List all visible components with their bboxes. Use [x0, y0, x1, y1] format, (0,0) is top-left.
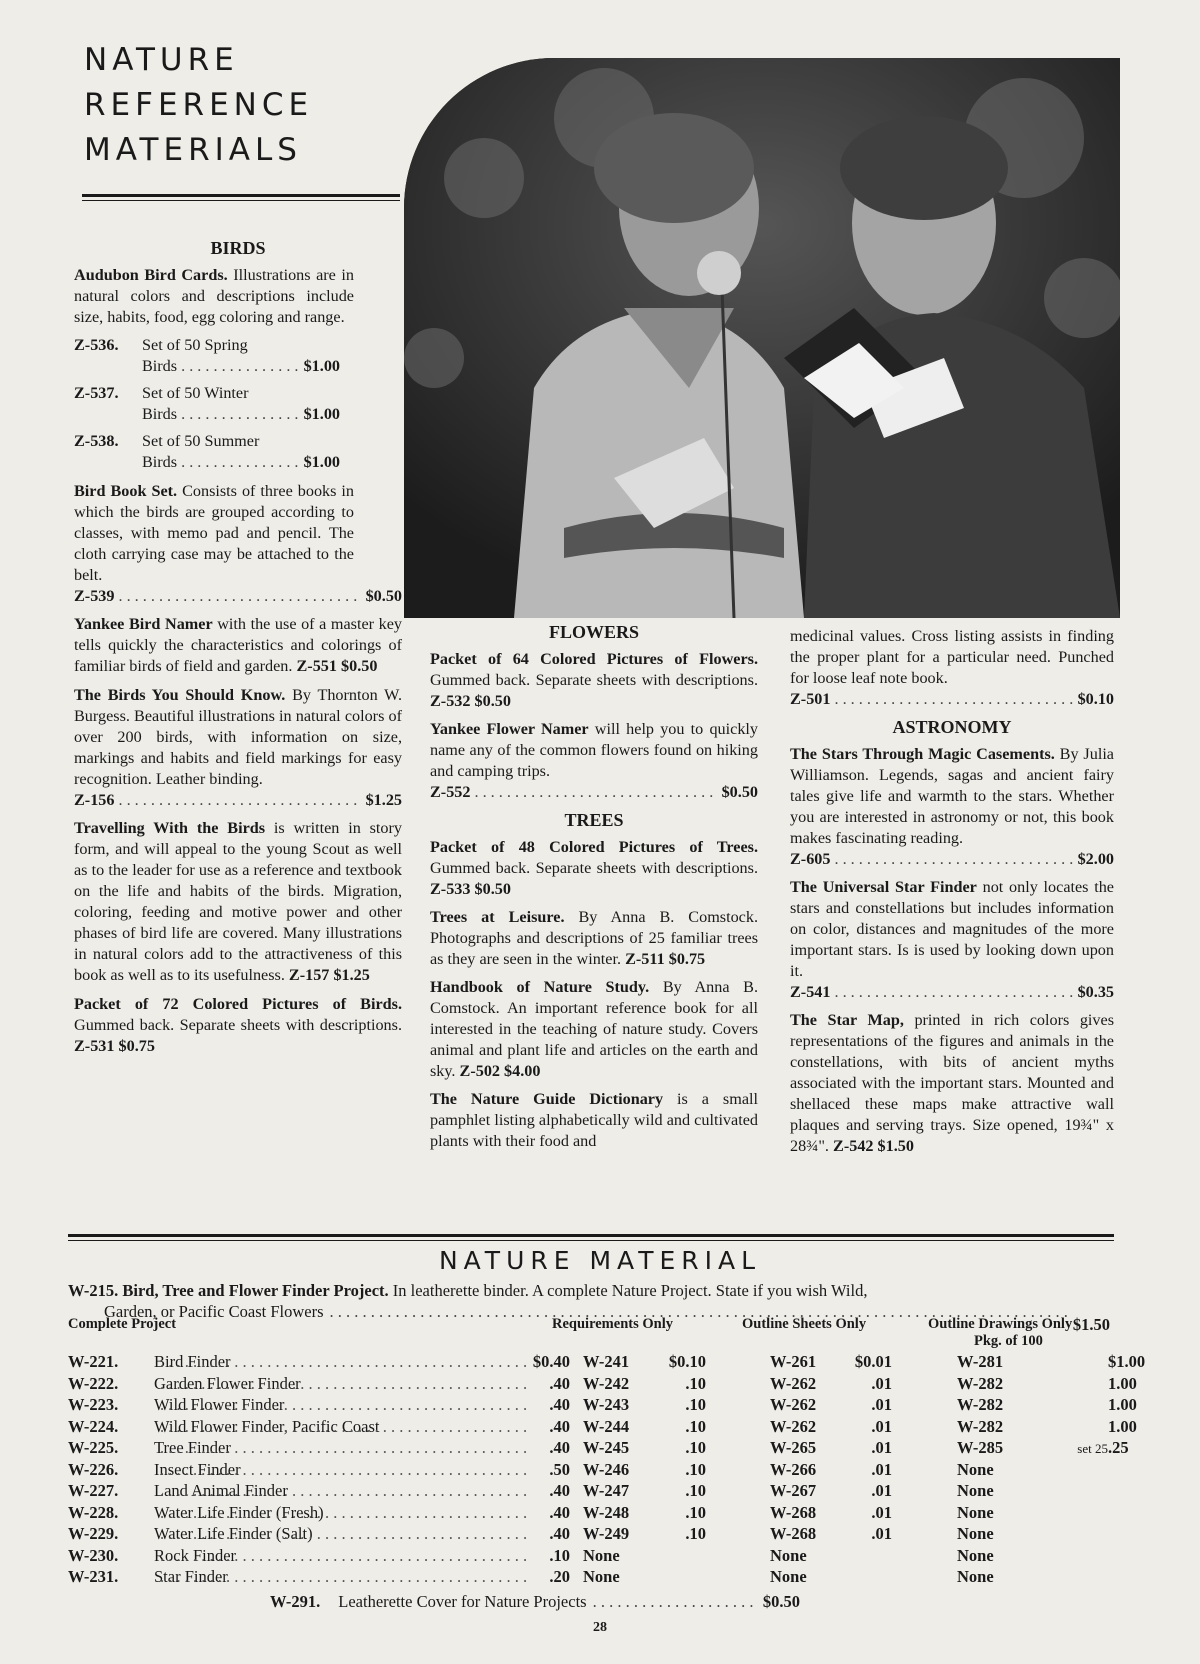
- header-complete-project: Complete Project: [68, 1316, 177, 1332]
- star-finder-name: The Universal Star Finder: [790, 878, 977, 896]
- row-outline-price: .01: [871, 1481, 892, 1500]
- row-requirements-price: .10: [685, 1395, 706, 1414]
- row-outline-code: W-262: [770, 1373, 817, 1393]
- astronomy-column: [790, 626, 1114, 1164]
- item-code: W-215.: [68, 1281, 119, 1300]
- row-requirements-code: W-241: [583, 1352, 630, 1371]
- item-line: Birds: [142, 453, 178, 471]
- row-code: W-226.: [68, 1459, 119, 1479]
- row-drawings-price: .25: [1108, 1438, 1129, 1457]
- row-requirements-code: None: [583, 1567, 620, 1586]
- item-code: Z-552: [430, 783, 471, 801]
- row-code: W-222.: [68, 1373, 119, 1393]
- flower-packet-entry: [430, 649, 758, 712]
- row-outline-price: .01: [871, 1459, 892, 1479]
- row-outline-price: .01: [871, 1416, 892, 1436]
- bird-packet-entry: [74, 994, 402, 1057]
- row-drawings-price-cell: [1048, 1438, 1129, 1458]
- star-map-name: The Star Map,: [790, 1011, 904, 1029]
- item-line: Birds: [142, 357, 178, 375]
- row-outline-code: None: [770, 1567, 807, 1586]
- item-code: Z-605: [790, 850, 831, 868]
- row-outline-code: W-262: [770, 1416, 817, 1436]
- star-finder-desc: not only locates the stars and constellations but includes information on color, distances and magnitudes of the more important stars. Is is used by looking down upon it.: [790, 878, 1114, 980]
- item-code: Z-511: [625, 950, 665, 968]
- project-desc: Garden, or Pacific Coast Flowers: [104, 1302, 324, 1321]
- row-code: W-231.: [68, 1567, 119, 1586]
- row-outline-price: .01: [871, 1395, 892, 1414]
- row-drawings-code: None: [957, 1502, 994, 1522]
- row-price: .40: [549, 1524, 570, 1543]
- tree-packet-entry: [430, 837, 758, 900]
- price-line: [790, 982, 1114, 1003]
- dictionary-continued: medicinal values. Cross listing assists in finding the proper plant for a particular need. Punched for loose leaf note book.: [790, 627, 1114, 687]
- item-price: $1.50: [1072, 1315, 1110, 1334]
- section-rule: [68, 1234, 1114, 1241]
- row-requirements-code: W-249: [583, 1524, 630, 1543]
- item-code: W-291.: [270, 1592, 321, 1611]
- item-price: $1.50: [877, 1137, 914, 1155]
- row-code: W-224.: [68, 1416, 119, 1436]
- title-rule: [82, 194, 400, 201]
- row-outline-code: W-266: [770, 1459, 817, 1479]
- item-price: $0.50: [721, 783, 758, 801]
- row-outline-code: None: [770, 1545, 807, 1565]
- dictionary-desc: is a small pamphlet listing alphabetically wild and cultivated plants with their food and: [430, 1090, 758, 1150]
- row-name: Rock Finder: [154, 1545, 237, 1565]
- row-requirements-price: .10: [685, 1481, 706, 1500]
- trees-leisure-entry: [430, 907, 758, 970]
- magic-casements-desc: By Julia Williamson. Legends, sagas and ancient fairy tales give life and warmth to the stars. Whether you are interested in astronomy or not, this book makes fascinating reading.: [790, 745, 1114, 847]
- travelling-birds-name: Travelling With the Birds: [74, 819, 266, 837]
- row-requirements-code: W-247: [583, 1481, 630, 1500]
- row-outline-price: .01: [871, 1438, 892, 1457]
- bird-book-set-name: Bird Book Set.: [74, 482, 178, 500]
- row-name: Garden Flower Finder: [154, 1373, 301, 1393]
- row-outline-price: $0.01: [854, 1352, 892, 1371]
- row-drawings-code: W-282: [957, 1373, 1004, 1393]
- row-outline-price: .01: [871, 1524, 892, 1543]
- row-requirements-code: W-246: [583, 1459, 630, 1479]
- row-price: .40: [549, 1373, 570, 1393]
- table-row: [68, 1524, 1118, 1546]
- dictionary-name: The Nature Guide Dictionary: [430, 1090, 664, 1108]
- row-requirements-code: None: [583, 1545, 620, 1565]
- title-line: MATERIALS: [84, 132, 302, 168]
- item-code: Z-537.: [74, 384, 119, 402]
- finder-table: [68, 1352, 1146, 1589]
- row-code: W-229.: [68, 1524, 119, 1543]
- audubon-entry: [74, 265, 354, 328]
- yankee-flower-desc: will help you to quickly name any of the common flowers found on hiking and camping trips.: [430, 720, 758, 780]
- birds-should-know-desc: By Thornton W. Burgess. Beautiful illustrations in natural colors of over 200 birds, with information on size, markings and habits and field markings for easy recognition. Leather binding.: [74, 686, 402, 788]
- row-drawings-price: $1.00: [1108, 1352, 1146, 1371]
- row-drawings-code: W-281: [957, 1352, 1004, 1371]
- flowers-heading: FLOWERS: [548, 622, 640, 642]
- yankee-flower-name: Yankee Flower Namer: [430, 720, 589, 738]
- travelling-birds-entry: [74, 818, 402, 986]
- yankee-flower-entry: [430, 719, 758, 782]
- project-name: Bird, Tree and Flower Finder Project.: [122, 1281, 389, 1300]
- item-price: $0.50: [365, 587, 402, 605]
- row-drawings-code: None: [957, 1481, 994, 1500]
- item-price: $0.50: [474, 692, 511, 710]
- row-requirements-code: W-243: [583, 1395, 630, 1414]
- price-line: [74, 790, 402, 811]
- birds-should-know-name: The Birds You Should Know.: [74, 686, 286, 704]
- flower-packet-desc: Gummed back. Separate sheets with descriptions.: [430, 671, 758, 689]
- item-line: Set of 50 Spring: [142, 336, 248, 354]
- leatherette-name: Leatherette Cover for Nature Projects: [338, 1592, 587, 1611]
- audubon-desc: Illustrations are in natural colors and descriptions include size, habits, food, egg coloring and range.: [74, 266, 355, 326]
- astronomy-heading: ASTRONOMY: [892, 717, 1012, 737]
- row-requirements-code: W-242: [583, 1373, 630, 1393]
- row-price: .40: [549, 1416, 570, 1436]
- row-code: W-228.: [68, 1502, 119, 1522]
- travelling-birds-desc: is written in story form, and will appeal to the young Scout as well as to the leader for use as a reference and textbook on the life and habits of the birds. Migration, coloring, feeding and motive power and other phases of bird life are covered. Many illustrations in natural colors add to the attractiveness of this book as well as to its usefulness.: [74, 819, 402, 984]
- row-price: .50: [549, 1459, 570, 1479]
- row-requirements-price: .10: [685, 1459, 706, 1479]
- table-row: [68, 1460, 1118, 1482]
- item-line: Birds: [142, 405, 178, 423]
- row-outline-code: W-265: [770, 1438, 817, 1457]
- row-name: Water Life Finder (Fresh): [154, 1502, 324, 1522]
- row-drawings-code: None: [957, 1524, 994, 1543]
- item-price: $0.75: [668, 950, 706, 968]
- row-price: .40: [549, 1481, 570, 1500]
- header-requirements: Requirements Only: [552, 1316, 673, 1332]
- row-code: W-223.: [68, 1395, 119, 1414]
- magic-casements-entry: [790, 744, 1114, 849]
- item-code: Z-532: [430, 692, 471, 710]
- birds-column: [74, 238, 402, 1064]
- row-drawings-price: 1.00: [1108, 1373, 1137, 1393]
- item-price: $1.25: [365, 791, 402, 809]
- row-requirements-price: .10: [685, 1438, 706, 1457]
- flower-packet-name: Packet of 64 Colored Pictures of Flowers.: [430, 650, 758, 668]
- handbook-entry: [430, 977, 758, 1082]
- row-price: .40: [549, 1438, 570, 1457]
- row-drawings-price: 1.00: [1108, 1395, 1137, 1414]
- yankee-bird-name: Yankee Bird Namer: [74, 615, 213, 633]
- bird-packet-name: Packet of 72 Colored Pictures of Birds.: [74, 995, 402, 1013]
- row-code: W-227.: [68, 1481, 119, 1500]
- project-desc: In leatherette binder. A complete Nature Project. State if you wish Wild,: [392, 1281, 868, 1300]
- item-code: Z-541: [790, 983, 831, 1001]
- title-line: REFERENCE: [84, 87, 314, 123]
- bird-book-set-entry: [74, 481, 354, 586]
- row-drawings-code: W-282: [957, 1395, 1004, 1414]
- item-code: Z-539: [74, 587, 115, 605]
- bird-card-set: [74, 335, 402, 377]
- row-requirements-price: $0.10: [668, 1352, 706, 1371]
- bird-card-set: [74, 431, 402, 473]
- row-requirements-price: .10: [685, 1502, 706, 1522]
- star-map-desc: printed in rich colors gives representations of the figures and animals in the constellations, with bits of ancient myths associated with the important stars. Mounted and shellaced these maps make attractive wall plaques and serving trays. Size opened, 19¾" x 28¾".: [790, 1011, 1114, 1155]
- birds-heading: BIRDS: [210, 238, 266, 258]
- table-row: [68, 1416, 1137, 1439]
- row-outline-code: W-268: [770, 1502, 817, 1522]
- row-requirements-price: .10: [685, 1524, 706, 1543]
- table-row: [68, 1373, 1137, 1396]
- item-price: $0.35: [1077, 983, 1114, 1001]
- row-requirements-price: .10: [685, 1373, 706, 1393]
- row-requirements-code: W-248: [583, 1502, 630, 1522]
- row-code: W-230.: [68, 1545, 119, 1565]
- audubon-name: Audubon Bird Cards.: [74, 266, 228, 284]
- title-line: NATURE: [84, 42, 239, 78]
- row-requirements-code: W-245: [583, 1438, 630, 1457]
- dictionary-entry: [430, 1089, 758, 1152]
- row-outline-code: W-268: [770, 1524, 817, 1543]
- item-price: $1.25: [333, 966, 370, 984]
- price-line: [74, 586, 402, 607]
- bird-book-set-desc: Consists of three books in which the birds are grouped according to classes, with memo pad and pencil. The cloth carrying case may be attached to the belt.: [74, 482, 355, 584]
- row-price: .10: [549, 1545, 570, 1565]
- item-price: $1.00: [303, 405, 340, 423]
- table-row: [68, 1567, 1118, 1589]
- table-row: [68, 1481, 1118, 1503]
- header-outline-drawings: Outline Drawings Only: [928, 1316, 1073, 1332]
- row-price: .20: [549, 1567, 570, 1586]
- photo-illustration: [404, 58, 1120, 618]
- row-price: $0.40: [532, 1352, 570, 1371]
- item-code: Z-542: [833, 1137, 874, 1155]
- header-outline-sheets: Outline Sheets Only: [742, 1316, 867, 1332]
- item-price: $1.00: [303, 357, 340, 375]
- item-price: $0.75: [118, 1037, 155, 1055]
- item-code: Z-156: [74, 791, 115, 809]
- item-price: $0.50: [762, 1592, 800, 1611]
- row-drawings-code: None: [957, 1567, 994, 1586]
- item-code: Z-538.: [74, 432, 119, 450]
- row-code: W-221.: [68, 1352, 119, 1371]
- row-name: Bird Finder: [154, 1352, 231, 1371]
- trees-heading: TREES: [564, 810, 624, 830]
- row-outline-price: .01: [871, 1502, 892, 1522]
- tree-packet-desc: Gummed back. Separate sheets with descriptions.: [430, 859, 758, 877]
- leatherette-entry: [270, 1592, 800, 1612]
- row-drawings-code: W-285: [957, 1438, 1004, 1457]
- row-name: Star Finder: [154, 1567, 228, 1586]
- item-price: $2.00: [1077, 850, 1114, 868]
- item-price: $1.00: [303, 453, 340, 471]
- row-drawings-price: 1.00: [1108, 1416, 1137, 1436]
- row-outline-code: W-267: [770, 1481, 817, 1500]
- handbook-name: Handbook of Nature Study.: [430, 978, 650, 996]
- header-pkg: Pkg. of 100: [974, 1333, 1043, 1349]
- nature-material-heading: NATURE MATERIAL: [438, 1246, 762, 1275]
- trees-leisure-name: Trees at Leisure.: [430, 908, 565, 926]
- table-row: [68, 1438, 1129, 1460]
- item-price: $4.00: [504, 1062, 541, 1080]
- item-code: Z-536.: [74, 336, 119, 354]
- tree-packet-name: Packet of 48 Colored Pictures of Trees.: [430, 838, 758, 856]
- row-code: W-225.: [68, 1438, 119, 1457]
- handbook-desc: By Anna B. Comstock. An important reference book for all interested in the teaching of nature study. Covers animal and plant life and articles on the earth and sky.: [430, 978, 759, 1080]
- row-drawings-code: W-282: [957, 1416, 1004, 1436]
- item-line: Set of 50 Winter: [142, 384, 249, 402]
- item-code: Z-501: [790, 690, 831, 708]
- row-outline-code: W-262: [770, 1395, 817, 1414]
- row-outline-price: .01: [871, 1373, 892, 1393]
- item-code: Z-551: [296, 657, 337, 675]
- star-finder-entry: [790, 877, 1114, 982]
- item-price: $0.50: [474, 880, 511, 898]
- table-row: [68, 1352, 1146, 1374]
- row-name: Tree Finder: [154, 1438, 231, 1457]
- trees-leisure-desc: By Anna B. Comstock. Photographs and descriptions of 25 familiar trees as they are seen in the winter.: [430, 908, 759, 968]
- row-price: .40: [549, 1395, 570, 1414]
- page-number: 28: [593, 1620, 607, 1635]
- item-line: Set of 50 Summer: [142, 432, 260, 450]
- row-name: Wild Flower Finder: [154, 1395, 285, 1414]
- row-price: .40: [549, 1502, 570, 1522]
- row-drawings-code: None: [957, 1545, 994, 1565]
- price-line: [790, 689, 1114, 710]
- table-row: [68, 1395, 1137, 1417]
- flowers-trees-column: [430, 622, 758, 1159]
- row-drawings-note: set 25: [1077, 1441, 1108, 1456]
- birds-should-know-entry: [74, 685, 402, 790]
- row-name: Water Life Finder (Salt): [154, 1524, 313, 1543]
- item-code: Z-531: [74, 1037, 115, 1055]
- table-row: [68, 1503, 1118, 1525]
- price-line: [790, 849, 1114, 870]
- row-requirements-code: W-244: [583, 1416, 630, 1436]
- bird-card-set: [74, 383, 402, 425]
- page-title: [84, 38, 414, 173]
- price-line: [430, 782, 758, 803]
- bird-packet-desc: Gummed back. Separate sheets with descriptions.: [74, 1016, 402, 1034]
- row-requirements-price: .10: [685, 1416, 706, 1436]
- magic-casements-name: The Stars Through Magic Casements.: [790, 745, 1055, 763]
- item-code: Z-533: [430, 880, 471, 898]
- row-name: Insect Finder: [154, 1459, 241, 1479]
- row-drawings-code: None: [957, 1459, 994, 1479]
- item-price: $0.50: [341, 657, 378, 675]
- row-name: Wild Flower Finder, Pacific Coast: [154, 1416, 380, 1436]
- row-outline-code: W-261: [770, 1352, 817, 1371]
- photograph-girl-scouts: [404, 58, 1120, 618]
- yankee-bird-desc: with the use of a master key tells quickly the characteristics and colorings of familiar birds of field and garden.: [74, 615, 402, 675]
- item-price: $0.10: [1077, 690, 1114, 708]
- star-map-entry: [790, 1010, 1114, 1157]
- row-name: Land Animal Finder: [154, 1481, 288, 1500]
- item-code: Z-502: [459, 1062, 500, 1080]
- item-code: Z-157: [288, 966, 330, 984]
- table-row: [68, 1546, 1118, 1568]
- yankee-bird-entry: [74, 614, 402, 677]
